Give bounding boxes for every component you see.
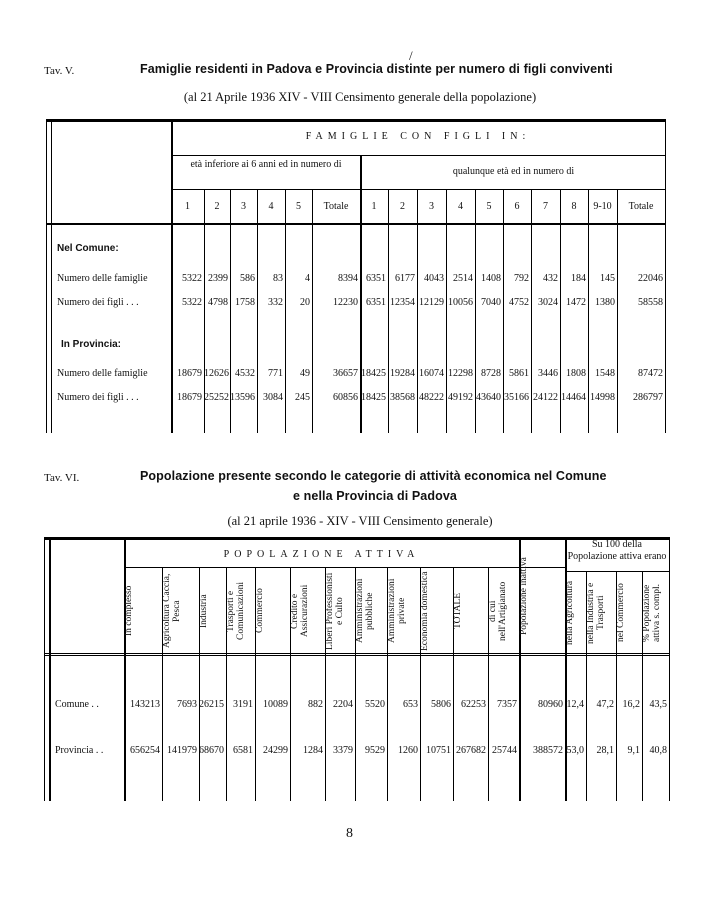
- table-cell: 5322: [182, 297, 202, 308]
- table-cell: 18679: [177, 392, 202, 403]
- table-cell: 80960: [538, 699, 563, 710]
- table-cell: 3024: [538, 297, 558, 308]
- row-label: Numero delle famiglie: [57, 368, 148, 379]
- tav5-section-provincia: In Provincia:: [61, 339, 122, 350]
- table-cell: 35166: [504, 392, 529, 403]
- table-cell: 10751: [426, 745, 451, 756]
- column-header: nel Commercio: [616, 583, 626, 643]
- tav5-title: Famiglie residenti in Padova e Provincia distinte per numero di figli conviventi: [140, 62, 613, 76]
- table-cell: 6177: [395, 273, 415, 284]
- table-cell: 5520: [365, 699, 385, 710]
- tav5-table: [46, 119, 666, 433]
- tav5-col-b: 9-10: [593, 201, 612, 212]
- table-cell: 1380: [595, 297, 615, 308]
- tav5-col-b: 8: [571, 201, 577, 212]
- column-header: Liberi Professionisti e Culto: [325, 572, 345, 650]
- table-cell: 12,4: [566, 699, 584, 710]
- table-cell: 38568: [390, 392, 415, 403]
- table-cell: 18425: [361, 368, 386, 379]
- table-cell: 12354: [390, 297, 415, 308]
- tav5-label: Tav. V.: [44, 65, 75, 77]
- table-cell: 3191: [233, 699, 253, 710]
- column-header: Agricoltura Caccia, Pesca: [162, 573, 182, 649]
- row-label: Comune . .: [55, 699, 99, 710]
- table-cell: 3446: [538, 368, 558, 379]
- table-cell: 14464: [561, 392, 586, 403]
- table-cell: 2204: [333, 699, 353, 710]
- column-header: nella Industria e Trasporti: [586, 582, 606, 644]
- table-cell: 5322: [182, 273, 202, 284]
- table-cell: 7693: [177, 699, 197, 710]
- tav5-subtitle: (al 21 Aprile 1936 XIV - VIII Censimento generale della popolazione): [183, 90, 537, 104]
- row-label: Provincia . .: [55, 745, 104, 756]
- table-cell: 87472: [638, 368, 663, 379]
- table-cell: 1808: [566, 368, 586, 379]
- table-cell: 18679: [177, 368, 202, 379]
- column-header: Economia domestica: [420, 571, 430, 651]
- table-cell: 25252: [204, 392, 229, 403]
- page-number: 8: [346, 826, 353, 841]
- table-cell: 7040: [481, 297, 501, 308]
- table-cell: 12129: [419, 297, 444, 308]
- column-header: Industria: [199, 594, 209, 628]
- tav5-col-a: 3: [241, 201, 246, 212]
- table-cell: 10056: [448, 297, 473, 308]
- table-cell: 20: [300, 297, 310, 308]
- table-cell: 43640: [476, 392, 501, 403]
- tav5-col-b: 6: [514, 201, 520, 212]
- tav6-subtitle: (al 21 aprile 1936 - XIV - VIII Censimento generale): [227, 514, 493, 528]
- table-cell: 40,8: [649, 745, 667, 756]
- table-cell: 6581: [233, 745, 253, 756]
- table-cell: 5806: [431, 699, 451, 710]
- tav5-mark: /: [409, 48, 413, 63]
- table-cell: 4043: [424, 273, 444, 284]
- column-header: Amministrazioni private: [387, 578, 407, 644]
- column-header: Amministrazioni pubbliche: [355, 578, 375, 644]
- table-cell: 286797: [633, 392, 663, 403]
- tav5-col-a: 1: [185, 201, 190, 212]
- tav5-col-a: Totale: [323, 201, 349, 212]
- column-header: Commercio: [255, 588, 265, 634]
- table-cell: 2514: [453, 273, 473, 284]
- column-header: In complesso: [124, 585, 134, 637]
- table-cell: 6351: [366, 297, 386, 308]
- table-cell: 1548: [595, 368, 615, 379]
- table-cell: 53,0: [566, 745, 584, 756]
- tav5-col-b: 3: [429, 201, 434, 212]
- tav5-group-header: FAMIGLIE CON FIGLI IN:: [305, 131, 531, 142]
- table-cell: 58558: [638, 297, 663, 308]
- table-cell: 49: [300, 368, 310, 379]
- table-cell: 36657: [333, 368, 358, 379]
- table-cell: 18425: [361, 392, 386, 403]
- tav5-col-b: Totale: [628, 201, 654, 212]
- tav5-section-comune: Nel Comune:: [57, 243, 119, 254]
- table-cell: 12626: [204, 368, 229, 379]
- column-header: % Popolazione attiva s. compl.: [642, 583, 662, 643]
- table-cell: 5861: [509, 368, 529, 379]
- table-cell: 388572: [533, 745, 563, 756]
- table-cell: 19284: [390, 368, 415, 379]
- table-cell: 12230: [333, 297, 358, 308]
- table-cell: 68670: [199, 745, 224, 756]
- row-label: Numero dei figli . . .: [57, 392, 139, 403]
- tav5-col-b: 2: [400, 201, 405, 212]
- table-cell: 882: [308, 699, 323, 710]
- table-cell: 1260: [398, 745, 418, 756]
- table-cell: 1758: [235, 297, 255, 308]
- table-cell: 653: [403, 699, 418, 710]
- table-cell: 2399: [208, 273, 228, 284]
- table-cell: 1408: [481, 273, 501, 284]
- tav5-col-a: 5: [296, 201, 301, 212]
- tav5-sub-header-b: qualunque età ed in numero di: [452, 166, 575, 177]
- table-cell: 25744: [492, 745, 517, 756]
- table-cell: 1472: [566, 297, 586, 308]
- table-cell: 245: [295, 392, 310, 403]
- table-cell: 16,2: [622, 699, 640, 710]
- table-cell: 9529: [365, 745, 385, 756]
- table-cell: 9,1: [627, 745, 640, 756]
- table-cell: 4798: [208, 297, 228, 308]
- table-cell: 656254: [130, 745, 160, 756]
- row-label: Numero dei figli . . .: [57, 297, 139, 308]
- table-cell: 10089: [263, 699, 288, 710]
- table-cell: 143213: [130, 699, 160, 710]
- table-cell: 26215: [199, 699, 224, 710]
- table-cell: 12298: [448, 368, 473, 379]
- tav6-label: Tav. VI.: [44, 472, 80, 484]
- table-cell: 3379: [333, 745, 353, 756]
- tav5-col-b: 7: [543, 201, 548, 212]
- table-cell: 4: [305, 273, 310, 284]
- column-header: Trasporti e Comunicazioni: [226, 581, 246, 641]
- table-cell: 8728: [481, 368, 501, 379]
- table-cell: 8394: [338, 273, 358, 284]
- tav5-col-b: 5: [486, 201, 492, 212]
- column-header: Credito e Assicurazioni: [290, 584, 310, 638]
- tav5-col-a: 2: [214, 201, 220, 212]
- table-cell: 771: [268, 368, 283, 379]
- table-cell: 49192: [448, 392, 473, 403]
- tav6-title-line1: Popolazione presente secondo le categorie di attività economica nel Comune: [140, 469, 607, 483]
- table-cell: 43,5: [649, 699, 667, 710]
- tav6-title-line2: e nella Provincia di Padova: [293, 489, 457, 503]
- column-header: Popolazione inattiva: [519, 557, 529, 635]
- table-cell: 145: [600, 273, 615, 284]
- table-cell: 47,2: [596, 699, 614, 710]
- column-header: TOTALE: [453, 593, 463, 630]
- table-cell: 62253: [461, 699, 486, 710]
- tav5-col-a: 4: [268, 201, 274, 212]
- table-cell: 184: [571, 273, 586, 284]
- table-cell: 24122: [533, 392, 558, 403]
- table-cell: 83: [273, 273, 283, 284]
- column-header: nella Agricoltura: [565, 580, 575, 646]
- table-cell: 60856: [333, 392, 358, 403]
- table-cell: 586: [240, 273, 255, 284]
- table-cell: 13596: [230, 392, 255, 403]
- table-cell: 267682: [456, 745, 486, 756]
- table-cell: 7357: [497, 699, 517, 710]
- table-cell: 14998: [590, 392, 615, 403]
- table-cell: 4752: [509, 297, 529, 308]
- table-cell: 6351: [366, 273, 386, 284]
- tav5-col-b: 1: [371, 201, 377, 212]
- tav5-col-b: 4: [458, 201, 463, 212]
- table-cell: 24299: [263, 745, 288, 756]
- table-cell: 1284: [303, 745, 323, 756]
- table-cell: 432: [543, 273, 558, 284]
- tav5-sub-header-a: età inferiore ai 6 anni ed in numero di: [190, 159, 342, 170]
- tav6-table: [44, 537, 670, 801]
- tav6-group-header: POPOLAZIONE ATTIVA: [223, 549, 420, 560]
- table-cell: 16074: [419, 368, 444, 379]
- table-cell: 28,1: [596, 745, 614, 756]
- table-cell: 332: [268, 297, 283, 308]
- row-label: Numero delle famiglie: [57, 273, 148, 284]
- table-cell: 3084: [263, 392, 283, 403]
- tav6-pct-header: Su 100 della Popolazione attiva erano: [567, 539, 667, 562]
- table-cell: 48222: [419, 392, 444, 403]
- table-cell: 22046: [638, 273, 663, 284]
- table-cell: 141979: [167, 745, 197, 756]
- table-cell: 792: [514, 273, 529, 284]
- table-cell: 4532: [235, 368, 255, 379]
- column-header: di cui nell'Artigianato: [488, 581, 508, 641]
